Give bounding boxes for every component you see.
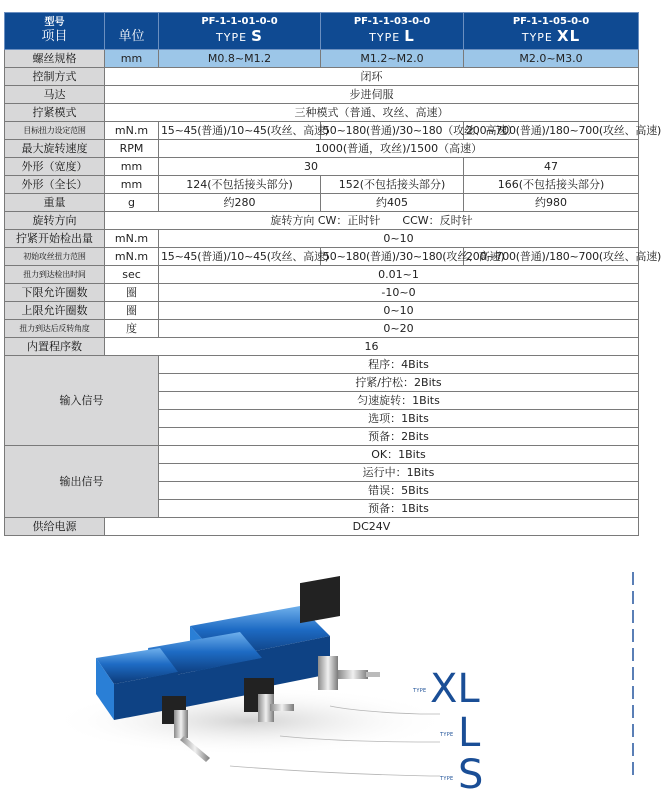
row-unit: mm <box>105 176 159 194</box>
row-unit: mN.m <box>105 230 159 248</box>
row-unit: mm <box>105 50 159 68</box>
signal-item: OK：1Bits <box>159 446 639 464</box>
row-label: 旋转方向 <box>5 212 105 230</box>
table-row <box>5 266 639 284</box>
row-label: 输入信号 <box>5 356 159 446</box>
row-label: 扭力到达后反转角度 <box>5 320 105 338</box>
table-row <box>5 302 639 320</box>
row-unit: mN.m <box>105 122 159 140</box>
cell-l: 50~180(普通)/30~180（攻丝、高速） <box>321 122 464 140</box>
row-label: 初始攻丝扭力范围 <box>5 248 105 266</box>
header-model-l <box>321 13 464 50</box>
cell-l: M1.2~M2.0 <box>321 50 464 68</box>
type-word: TYPE <box>216 31 248 44</box>
row-unit: 圈 <box>105 302 159 320</box>
table-row <box>5 230 639 248</box>
cell-xl: 200~700(普通)/180~700(攻丝、高速) <box>464 248 639 266</box>
table-row <box>5 518 639 536</box>
product-photo <box>0 596 640 796</box>
spec-table <box>4 12 661 536</box>
signal-item: 拧紧/拧松：2Bits <box>159 374 639 392</box>
row-value: 0~10 <box>159 230 639 248</box>
row-label: 下限允许圈数 <box>5 284 105 302</box>
cell-sl: 30 <box>159 158 464 176</box>
header-model-xl <box>464 13 639 50</box>
table-row <box>5 122 639 140</box>
row-value: DC24V <box>105 518 639 536</box>
signal-item: 运行中：1Bits <box>159 464 639 482</box>
table-row <box>5 284 639 302</box>
table-row <box>5 446 639 464</box>
table-row <box>5 176 639 194</box>
model-code: PF-1-1-05-0-0 <box>512 16 590 27</box>
type-label-l: L <box>458 710 481 756</box>
cell-xl: 47 <box>464 158 639 176</box>
signal-item: 预备：1Bits <box>159 500 639 518</box>
row-value: 三种模式（普通、攻丝、高速） <box>105 104 639 122</box>
row-label: 上限允许圈数 <box>5 302 105 320</box>
row-value: 1000(普通，攻丝)/1500（高速） <box>159 140 639 158</box>
table-row <box>5 320 639 338</box>
table-row <box>5 212 639 230</box>
row-value: 0~10 <box>159 302 639 320</box>
type-letter: XL <box>557 27 581 45</box>
header-item-label: 项目 <box>41 29 68 44</box>
row-value: -10~0 <box>159 284 639 302</box>
row-label: 马达 <box>5 86 105 104</box>
cell-l: 约405 <box>321 194 464 212</box>
header-model-s <box>159 13 321 50</box>
row-label: 拧紧模式 <box>5 104 105 122</box>
type-word: TYPE <box>521 31 553 44</box>
type-letter: S <box>251 27 263 45</box>
table-row <box>5 356 639 374</box>
table-row <box>5 68 639 86</box>
header-item-cell <box>5 13 105 50</box>
type-tag-xl: TYPE <box>413 688 427 694</box>
type-tag-l: TYPE <box>440 732 454 738</box>
cell-xl: 166(不包括接头部分) <box>464 176 639 194</box>
header-model-label: 型号 <box>44 17 65 28</box>
row-value: 闭环 <box>105 68 639 86</box>
cell-s: 约280 <box>159 194 321 212</box>
signal-item: 选项：1Bits <box>159 410 639 428</box>
row-unit: mN.m <box>105 248 159 266</box>
row-unit: RPM <box>105 140 159 158</box>
row-label: 拧紧开始检出量 <box>5 230 105 248</box>
table-row <box>5 86 639 104</box>
cell-l: 152(不包括接头部分) <box>321 176 464 194</box>
row-label: 控制方式 <box>5 68 105 86</box>
cell-xl: 200~700(普通)/180~700(攻丝、高速) <box>464 122 639 140</box>
row-value: 0.01~1 <box>159 266 639 284</box>
row-label: 外形（宽度） <box>5 158 105 176</box>
row-unit: 圈 <box>105 284 159 302</box>
cell-s: 15~45(普通)/10~45(攻丝、高速) <box>159 248 321 266</box>
row-value: 0~20 <box>159 320 639 338</box>
type-tag-s: TYPE <box>440 776 454 782</box>
type-letter: L <box>404 27 415 45</box>
header-unit-cell <box>105 13 159 50</box>
table-row <box>5 50 639 68</box>
table-row <box>5 104 639 122</box>
type-label-xl: XL <box>430 666 480 712</box>
row-label: 外形（全长） <box>5 176 105 194</box>
cell-s: 15~45(普通)/10~45(攻丝、高速) <box>159 122 321 140</box>
cell-s: M0.8~M1.2 <box>159 50 321 68</box>
cell-xl: M2.0~M3.0 <box>464 50 639 68</box>
header-unit-label: 单位 <box>118 29 145 44</box>
table-header-row <box>5 13 639 50</box>
model-code: PF-1-1-03-0-0 <box>353 16 431 27</box>
row-label: 目标扭力设定范围 <box>5 122 105 140</box>
row-label: 输出信号 <box>5 446 159 518</box>
table-row <box>5 140 639 158</box>
cell-s: 124(不包括接头部分) <box>159 176 321 194</box>
row-value: 旋转方向 CW：正时针 CCW：反时针 <box>105 212 639 230</box>
row-label: 内置程序数 <box>5 338 105 356</box>
table-row <box>5 338 639 356</box>
signal-item: 预备：2Bits <box>159 428 639 446</box>
table-row <box>5 248 639 266</box>
row-label: 最大旋转速度 <box>5 140 105 158</box>
signal-item: 错误：5Bits <box>159 482 639 500</box>
type-label-s: S <box>458 752 484 798</box>
signal-item: 程序：4Bits <box>159 356 639 374</box>
table-row <box>5 194 639 212</box>
row-label: 重量 <box>5 194 105 212</box>
cell-xl: 约980 <box>464 194 639 212</box>
row-unit: 度 <box>105 320 159 338</box>
cell-l: 50~180(普通)/30~180(攻丝、高速) <box>321 248 464 266</box>
row-value: 16 <box>105 338 639 356</box>
row-unit: g <box>105 194 159 212</box>
table-row <box>5 158 639 176</box>
type-word: TYPE <box>369 31 401 44</box>
row-unit: sec <box>105 266 159 284</box>
model-code: PF-1-1-01-0-0 <box>201 16 278 27</box>
row-value: 步进伺服 <box>105 86 639 104</box>
signal-item: 匀速旋转：1Bits <box>159 392 639 410</box>
row-label: 供给电源 <box>5 518 105 536</box>
row-label: 扭力到达检出时间 <box>5 266 105 284</box>
row-label: 螺丝规格 <box>5 50 105 68</box>
row-unit: mm <box>105 158 159 176</box>
